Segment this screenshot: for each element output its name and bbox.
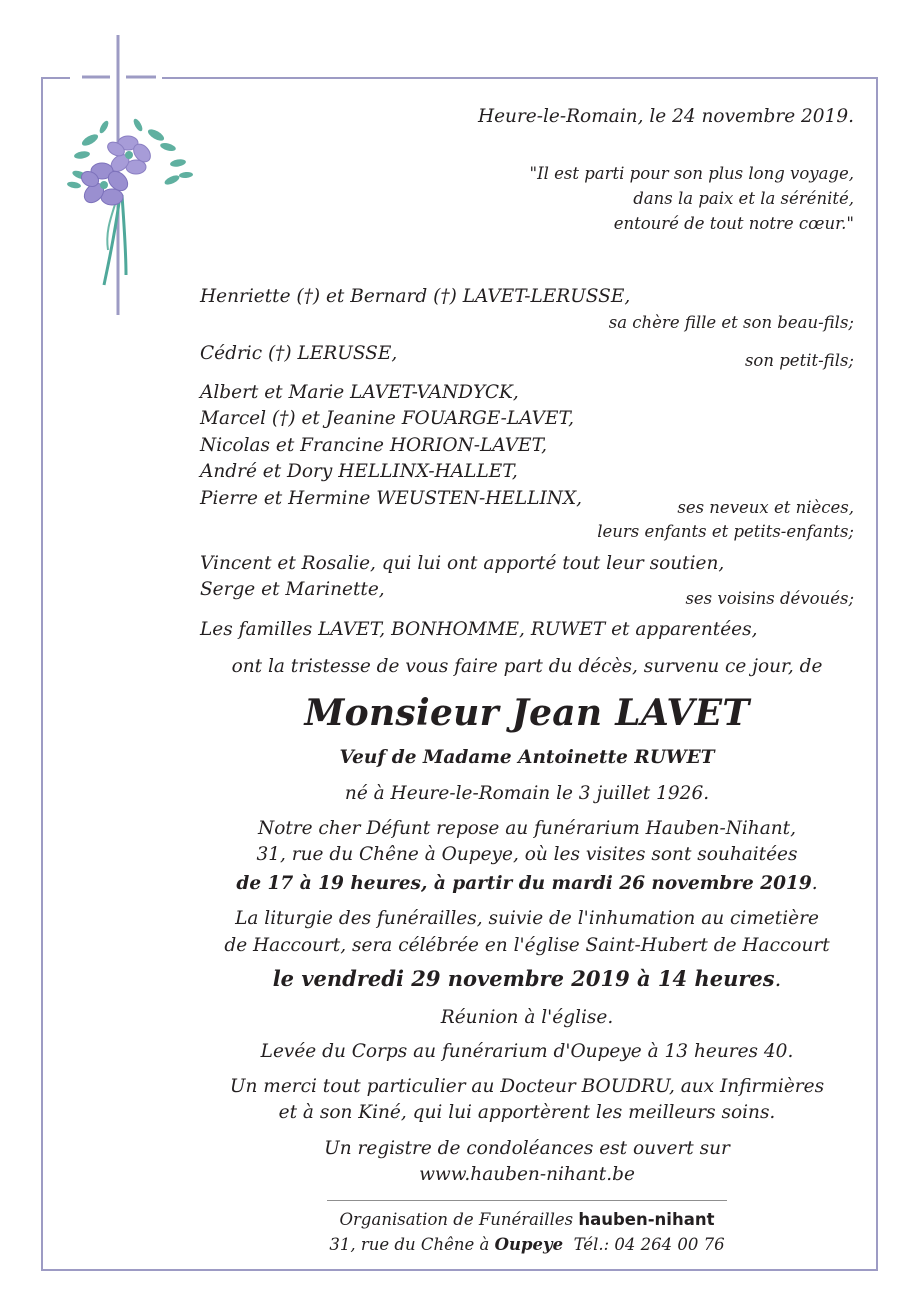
grandson-relation: son petit-fils; [744, 351, 854, 370]
nephew-line: Albert et Marie LAVET-VANDYCK, [200, 382, 519, 403]
footer-phone: Tél.: 04 264 00 76 [573, 1235, 725, 1254]
condolences-website[interactable]: www.hauben-nihant.be [419, 1164, 635, 1185]
funeral-line-1: La liturgie des funérailles, suivie de l'inhumation au cimetière [235, 908, 819, 929]
cross-flower-icon [60, 35, 200, 325]
funeral-line-2: de Haccourt, sera célébrée en l'église Saint-Hubert de Haccourt [224, 935, 830, 956]
widower-line: Veuf de Madame Antoinette RUWET [339, 747, 715, 768]
families-line: Les familles LAVET, BONHOMME, RUWET et apparentées, [200, 619, 758, 640]
thanks-line-1: Un merci tout particulier au Docteur BOUDRU, aux Infirmières [229, 1076, 825, 1097]
neighbors-relation: ses voisins dévoués; [685, 589, 854, 608]
nephew-line: Nicolas et Francine HORION-LAVET, [200, 435, 548, 456]
visitation-line-2: 31, rue du Chêne à Oupeye, où les visites sont souhaitées [256, 844, 798, 865]
footer-gap [563, 1235, 574, 1254]
family-daughter: Henriette (†) et Bernard (†) LAVET-LERUSSE, [200, 286, 631, 307]
nephew-line: Marcel (†) et Jeanine FOUARGE-LAVET, [200, 408, 575, 429]
funeral-date [68, 966, 918, 991]
quote-line-2: dans la paix et la sérénité, [633, 189, 854, 208]
thanks-line-2: et à son Kiné, qui lui apportèrent les meilleurs soins. [278, 1102, 776, 1123]
footer-city: Oupeye [494, 1235, 564, 1254]
visitation-line-1: Notre cher Défunt repose au funérarium Hauben-Nihant, [258, 818, 796, 839]
daughter-relation: sa chère fille et son beau-fils; [608, 313, 854, 332]
funeral-date-text: le vendredi 29 novembre 2019 à 14 heures [272, 966, 775, 991]
footer-org-prefix: Organisation de Funérailles [339, 1210, 579, 1229]
nephews-relation-1: ses neveux et nièces, [677, 498, 854, 517]
funeral-period: . [774, 967, 782, 991]
visitation-period: . [811, 873, 818, 894]
levee-line: Levée du Corps au funérarium d'Oupeye à 13 heures 40. [260, 1041, 794, 1062]
nephew-line: André et Dory HELLINX-HALLET, [200, 461, 518, 482]
quote-line-3: entouré de tout notre cœur." [613, 214, 854, 233]
nephews-relation-2: leurs enfants et petits-enfants; [597, 522, 854, 541]
footer-org [68, 1210, 918, 1229]
visitation-hours [68, 873, 918, 894]
birth-line: né à Heure-le-Romain le 3 juillet 1926. [344, 783, 710, 804]
neighbors-line-2: Serge et Marinette, [200, 579, 385, 600]
footer-brand: hauben-nihant [578, 1210, 715, 1229]
footer-divider [327, 1200, 727, 1201]
place-date: Heure-le-Romain, le 24 novembre 2019. [477, 106, 854, 127]
quote-line-1: "Il est parti pour son plus long voyage, [529, 164, 854, 183]
footer-address-prefix: 31, rue du Chêne à [329, 1235, 495, 1254]
footer-address [68, 1235, 918, 1254]
visitation-hours-text: de 17 à 19 heures, à partir du mardi 26 novembre 2019 [236, 873, 812, 894]
family-grandson: Cédric (†) LERUSSE, [200, 343, 398, 364]
deceased-name: Monsieur Jean LAVET [304, 692, 750, 734]
condolences-line: Un registre de condoléances est ouvert sur [324, 1138, 730, 1159]
neighbors-line-1: Vincent et Rosalie, qui lui ont apporté tout leur soutien, [200, 553, 725, 574]
meeting-line: Réunion à l'église. [440, 1007, 614, 1028]
nephew-line: Pierre et Hermine WEUSTEN-HELLINX, [200, 488, 583, 509]
announcement: ont la tristesse de vous faire part du décès, survenu ce jour, de [231, 656, 823, 677]
